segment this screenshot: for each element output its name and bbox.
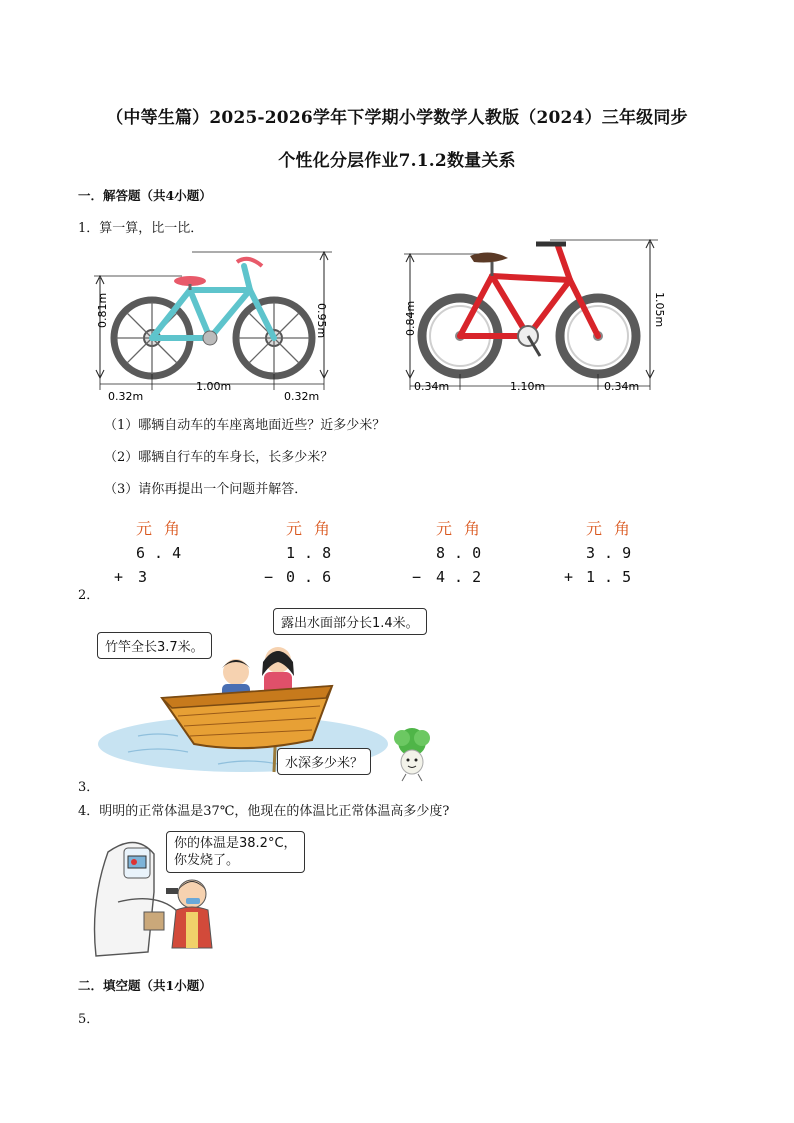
question-1-text: 1．算一算，比一比． <box>78 221 204 236</box>
bubble-pole-length: 竹竿全长3.7米。 <box>97 632 212 659</box>
question-1-sub-1: （1）哪辆自动车的车座离地面近些？近多少米？ <box>104 418 386 433</box>
page-title-line-1: （中等生篇）2025-2026学年下学期小学数学人教版（2024）三年级同步 <box>106 108 688 128</box>
bike-1-wheelbase: 1.00m <box>196 380 232 393</box>
calc-3-top: 8 . 0 <box>436 544 482 562</box>
calc-2-jiao: 角 <box>314 519 331 538</box>
calc-1-yuan: 元 <box>136 519 153 538</box>
bubble-temperature <box>166 831 305 873</box>
calc-1-op: + <box>114 568 124 586</box>
calc-2-yuan: 元 <box>286 519 303 538</box>
question-2-number: 2． <box>78 588 100 603</box>
page-title-line-2: 个性化分层作业7.1.2数量关系 <box>278 151 516 171</box>
calc-4-bottom: 1 . 5 <box>586 568 632 586</box>
calc-4-op: + <box>564 568 574 586</box>
question-1-sub-3: （3）请你再提出一个问题并解答． <box>104 482 308 497</box>
calc-2-top: 1 . 8 <box>286 544 332 562</box>
bike-2-figure <box>400 238 670 398</box>
bike-1-height-label: 0.81m <box>96 292 109 328</box>
calc-2-bottom: 0 . 6 <box>286 568 332 586</box>
calc-3-op: − <box>412 568 422 586</box>
cabbage-character <box>386 726 438 782</box>
calc-3 <box>412 519 481 586</box>
bike-1-figure <box>92 248 342 408</box>
bike-1-left-length: 0.32m <box>108 390 144 403</box>
bike-1-right-length: 0.32m <box>284 390 320 403</box>
bubble-above-water: 露出水面部分长1.4米。 <box>273 608 427 635</box>
bike-2-right-length: 0.34m <box>604 380 640 393</box>
bike-2-seat-label: 1.05m <box>653 292 666 328</box>
calc-3-jiao: 角 <box>464 519 481 538</box>
calc-1 <box>114 519 181 586</box>
bubble-water-depth: 水深多少米？ <box>277 748 371 775</box>
bike-2-left-length: 0.34m <box>414 380 450 393</box>
calc-1-jiao: 角 <box>164 519 181 538</box>
question-1-sub-2: （2）哪辆自行车的车身长，长多少米？ <box>104 450 334 465</box>
bike-2-wheelbase: 1.10m <box>510 380 546 393</box>
calc-2-op: − <box>264 568 274 586</box>
bike-1-seat-label: 0.95m <box>315 303 328 339</box>
calc-4-yuan: 元 <box>586 519 603 538</box>
question-4-text: 4．明明的正常体温是37℃，他现在的体温比正常体温高多少度? <box>78 804 450 819</box>
question-3-number: 3． <box>78 780 100 795</box>
calc-1-bottom: 3 <box>138 568 148 586</box>
bubble-temperature-line-2: 你发烧了。 <box>174 853 240 868</box>
calc-2 <box>264 519 331 586</box>
question-5-number: 5． <box>78 1012 100 1027</box>
calc-4-jiao: 角 <box>614 519 631 538</box>
calc-3-bottom: 4 . 2 <box>436 568 482 586</box>
calc-4-top: 3 . 9 <box>586 544 632 562</box>
calc-1-top: 6 . 4 <box>136 544 182 562</box>
calc-4 <box>564 519 631 586</box>
section-heading-answer: 一．解答题（共4小题） <box>78 188 212 203</box>
question-2-calculations <box>100 512 660 592</box>
bike-2-height-label: 0.84m <box>404 300 417 336</box>
section-heading-fill-blank: 二．填空题（共1小题） <box>78 978 212 993</box>
bubble-temperature-line-1: 你的体温是38.2°C， <box>174 836 297 851</box>
calc-3-yuan: 元 <box>436 519 453 538</box>
